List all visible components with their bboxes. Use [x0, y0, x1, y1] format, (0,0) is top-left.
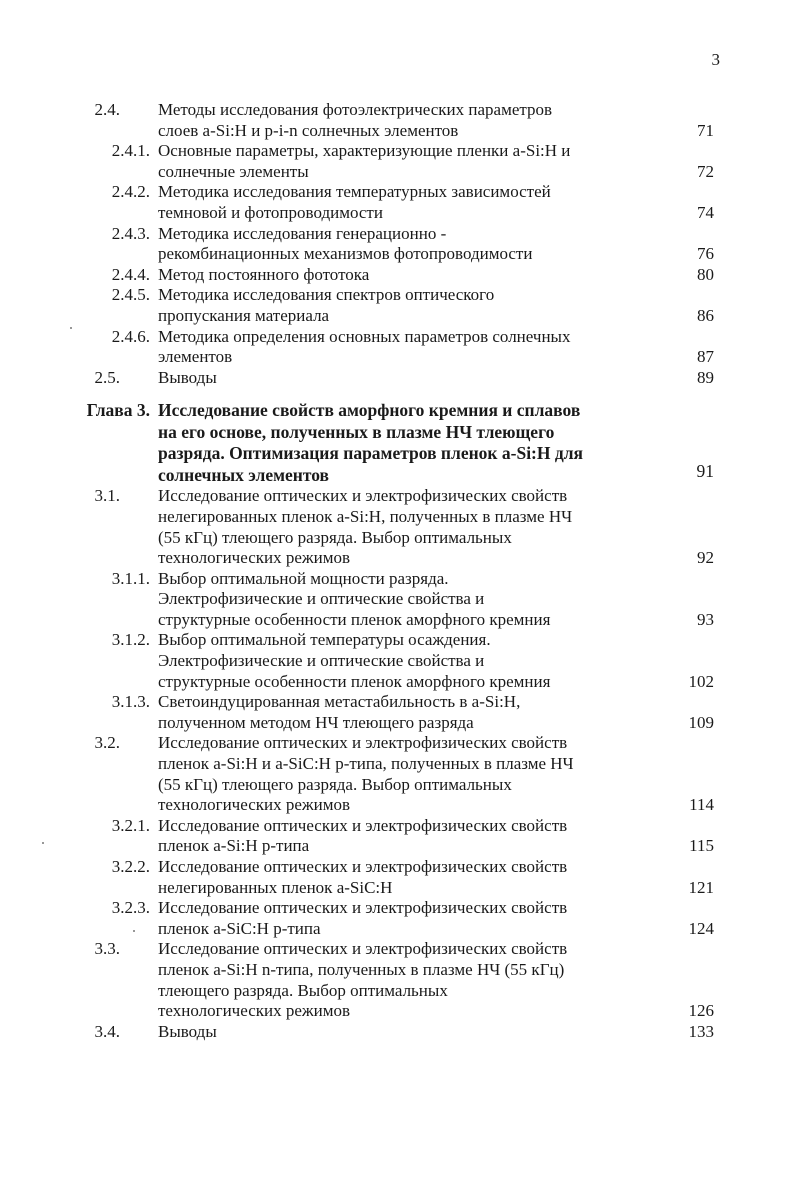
toc-entry-title-line: Выводы: [158, 367, 217, 387]
toc-entry-number: 2.4.6.: [111, 326, 150, 346]
toc-entry-title-line: Методика исследования генерационно -: [158, 223, 447, 243]
toc-entry-title: [158, 265, 658, 286]
toc-entry: [0, 857, 795, 898]
toc-entry-title-line: Методика определения основных параметров солнечных: [158, 326, 571, 346]
toc-entry-number: 2.4.1.: [111, 141, 150, 161]
toc-entry-title-line: технологических режимов: [158, 795, 351, 815]
toc-entry-title-line: Исследование оптических и электрофизических свойств: [158, 815, 568, 835]
toc-entry-title-line: слоев a-Si:H и p-i-n солнечных элементов: [158, 120, 459, 140]
toc-entry-title-line: технологических режимов: [158, 1001, 351, 1021]
toc-entry-title-line: Методика исследования спектров оптического: [158, 285, 495, 305]
toc-entry: [0, 733, 795, 815]
toc-entry-title: [158, 816, 658, 857]
toc-entry-title-line: тлеющего разряда. Выбор оптимальных: [158, 980, 448, 1000]
toc-entry-title-line: Исследование оптических и электрофизических свойств: [158, 939, 568, 959]
toc-entry-title-line: Исследование оптических и электрофизических свойств: [158, 898, 568, 918]
toc-entry-page: 74: [697, 202, 714, 222]
toc-entry-title-line: Метод постоянного фототока: [158, 264, 370, 284]
toc-entry: [0, 327, 795, 368]
toc-entry-title-line: нелегированных пленок a-SiC:H: [158, 877, 393, 897]
toc-entry-page: 89: [697, 367, 714, 387]
toc-entry-title-line: пленок a-Si:H n-типа, полученных в плазме НЧ (55 кГц): [158, 959, 565, 979]
toc-entry-title-line: солнечные элементы: [158, 161, 309, 181]
toc-entry-page: 76: [697, 244, 714, 264]
toc-entry-title: [158, 285, 658, 326]
toc-entry-title: [158, 692, 658, 733]
toc-entry-title-line: солнечных элементов: [158, 464, 329, 485]
toc-entry-title-line: технологических режимов: [158, 548, 351, 568]
toc-entry-title-line: пленок a-Si:H и a-SiC:H p-типа, полученных в плазме НЧ: [158, 754, 574, 774]
toc-entry: [0, 100, 795, 141]
toc-entry-title-line: Выбор оптимальной температуры осаждения.: [158, 630, 491, 650]
toc-entry-title-line: (55 кГц) тлеющего разряда. Выбор оптимальных: [158, 527, 512, 547]
toc-entry-title: [158, 368, 658, 389]
toc-entry-page: 91: [696, 460, 714, 481]
toc-entry: [0, 630, 795, 692]
toc-entry-title-line: Исследование оптических и электрофизических свойств: [158, 733, 568, 753]
toc-entry-page: 87: [697, 347, 714, 367]
toc-entry-number: 2.4.: [94, 100, 120, 119]
toc-entry-title-line: нелегированных пленок a-Si:H, полученных в плазме НЧ: [158, 506, 573, 526]
toc-entry-title-line: Выбор оптимальной мощности разряда.: [158, 568, 449, 588]
toc-entry-title: [158, 182, 658, 223]
toc-entry: [0, 368, 795, 389]
toc-entry-number: 3.1.1.: [111, 568, 150, 588]
toc-entry-number: 2.4.2.: [111, 182, 150, 202]
toc-entry-number: 3.3.: [94, 939, 120, 959]
toc-entry: [0, 569, 795, 631]
toc-entry-page: 86: [697, 305, 714, 325]
toc-entry: [0, 1022, 795, 1043]
toc-entry-title: [158, 486, 658, 568]
toc-entry-title: [158, 898, 658, 939]
toc-entry-title-line: элементов: [158, 347, 233, 367]
toc-entry-title: [158, 400, 658, 486]
toc-entry-title: [158, 327, 658, 368]
toc-entry-title-line: Электрофизические и оптические свойства и: [158, 589, 485, 609]
toc-entry: [0, 182, 795, 223]
scan-speck: [133, 930, 135, 932]
toc-entry: [0, 939, 795, 1021]
toc-entry-title: [158, 224, 658, 265]
toc-entry-page: 121: [688, 877, 714, 897]
toc-entry-title-line: структурные особенности пленок аморфного кремния: [158, 671, 551, 691]
toc-entry-title-line: пленок a-Si:H p-типа: [158, 836, 310, 856]
toc-entry: [0, 692, 795, 733]
page-number: 3: [711, 50, 720, 69]
toc-entry-title-line: Исследование оптических и электрофизических свойств: [158, 857, 568, 876]
toc-entry-title: [158, 1022, 658, 1043]
toc-entry-page: 93: [697, 609, 714, 629]
scan-speck: [70, 327, 72, 329]
toc-entry-title: [158, 141, 658, 182]
toc-entry-page: 109: [688, 712, 714, 732]
toc-entry-title-line: на его основе, полученных в плазме НЧ тлеющего: [158, 421, 555, 442]
toc-entry-number: 3.2.3.: [111, 898, 150, 918]
toc-entry-number: 3.1.3.: [111, 692, 150, 712]
toc-entry: [0, 898, 795, 939]
toc-entry-number: 3.1.: [94, 486, 120, 506]
toc-entry-title-line: Выводы: [158, 1021, 217, 1041]
toc-entry-page: 124: [688, 918, 714, 938]
toc-entry: [0, 224, 795, 265]
toc-entry-title: [158, 630, 658, 692]
toc-entry-title-line: пропускания материала: [158, 305, 330, 325]
toc-entry-number: 2.4.5.: [111, 285, 150, 305]
toc-entry-number: 2.5.: [94, 367, 120, 387]
toc-entry-page: 102: [688, 671, 714, 691]
toc-entry-title: [158, 733, 658, 815]
toc-entry-title-line: (55 кГц) тлеющего разряда. Выбор оптимальных: [158, 774, 512, 794]
scan-speck: [42, 842, 44, 844]
toc-entry: [0, 285, 795, 326]
toc-entry-title-line: Светоиндуцированная метастабильность в a-Si:H,: [158, 692, 521, 712]
toc-entry-title-line: Методика исследования температурных зависимостей: [158, 182, 551, 202]
toc-entry-title-line: темновой и фотопроводимости: [158, 202, 383, 222]
toc-entry-title-line: полученном методом НЧ тлеющего разряда: [158, 712, 474, 732]
toc-entry-number: 3.2.1.: [111, 815, 150, 835]
toc-entry-number: 3.1.2.: [111, 630, 150, 650]
toc-entry-page: 115: [689, 836, 714, 856]
toc-entry-page: 92: [697, 548, 714, 568]
toc-entry: [0, 816, 795, 857]
toc-entry-page: 114: [689, 795, 714, 815]
toc-entry-title-line: структурные особенности пленок аморфного кремния: [158, 609, 551, 629]
toc-entry-page: 72: [697, 161, 714, 181]
toc-entry-page: 80: [697, 264, 714, 284]
toc-entry-number: 2.4.4.: [111, 264, 150, 284]
toc-entry-title: [158, 569, 658, 631]
toc-entry: [0, 265, 795, 286]
toc-entry-number: 2.4.3.: [111, 223, 150, 243]
toc-entry-title-line: Исследование оптических и электрофизических свойств: [158, 486, 568, 506]
toc-entry-title-line: пленок a-SiC:H p-типа: [158, 918, 321, 938]
toc-entry-page: 126: [688, 1001, 714, 1021]
toc-entry-page: 133: [688, 1021, 714, 1041]
toc-chapter-entry: [0, 400, 795, 486]
toc-entry-number: Глава 3.: [86, 400, 150, 421]
toc-entry-title-line: разряда. Оптимизация параметров пленок a-Si:H для: [158, 443, 584, 464]
toc-entry-title-line: Исследование свойств аморфного кремния и сплавов: [158, 400, 581, 421]
toc-entry-title: [158, 939, 658, 1021]
toc-entry-title-line: Методы исследования фотоэлектрических параметров: [158, 100, 553, 119]
toc-entry: [0, 486, 795, 568]
toc-entry-title-line: Электрофизические и оптические свойства и: [158, 651, 485, 671]
toc-entry-number: 3.4.: [94, 1021, 120, 1041]
toc-entry-title-line: Основные параметры, характеризующие пленки a-Si:H и: [158, 141, 571, 161]
toc-entry-page: 71: [697, 120, 714, 140]
table-of-contents: [0, 100, 795, 1042]
toc-entry-title: [158, 100, 658, 141]
toc-entry-number: 3.2.: [94, 733, 120, 753]
toc-entry-title: [158, 857, 658, 898]
toc-entry-title-line: рекомбинационных механизмов фотопроводимости: [158, 244, 533, 264]
toc-entry-number: 3.2.2.: [111, 857, 150, 876]
toc-entry: [0, 141, 795, 182]
